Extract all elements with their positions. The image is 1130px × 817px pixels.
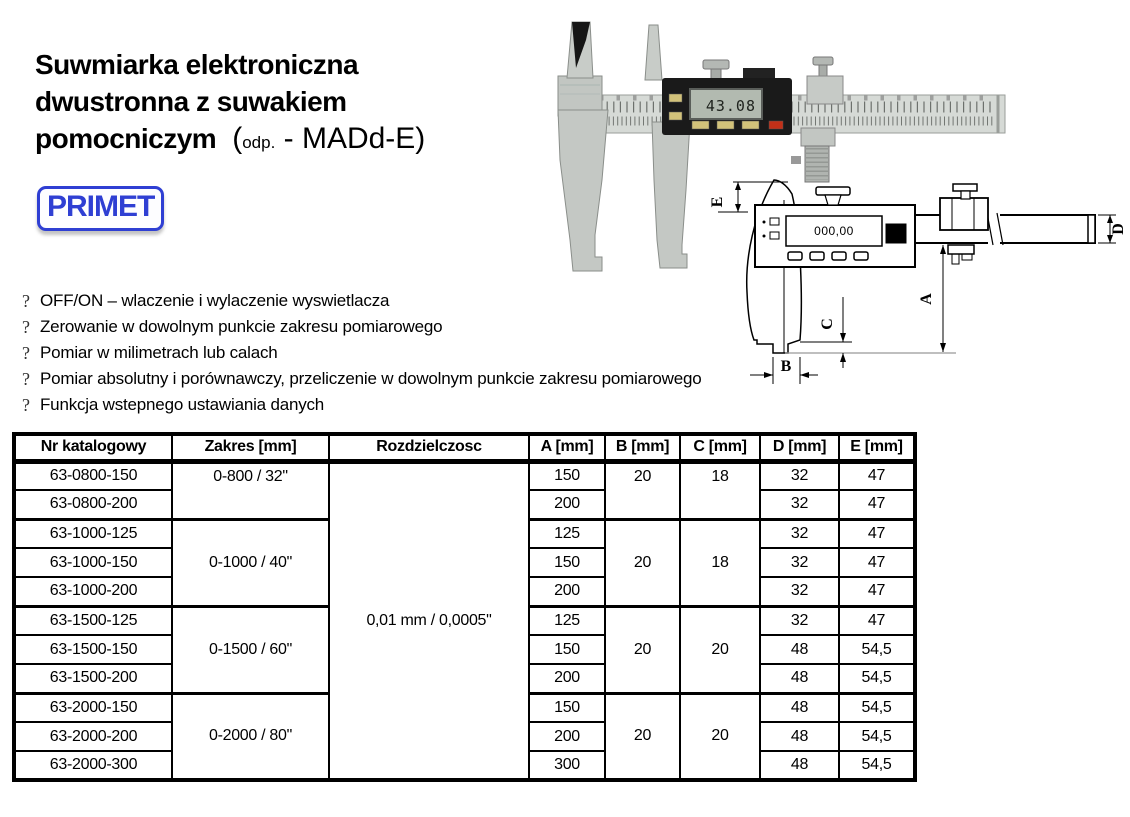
feature-text: OFF/ON – wlaczenie i wylaczenie wyswietlacza bbox=[40, 291, 390, 310]
button bbox=[669, 94, 682, 102]
dim-label-b: B bbox=[780, 358, 792, 375]
cell-a: 150 bbox=[529, 693, 605, 722]
cell-nr: 63-2000-150 bbox=[14, 693, 172, 722]
cell-a: 125 bbox=[529, 606, 605, 635]
cell-d: 32 bbox=[760, 461, 839, 490]
cell-resolution: 0,01 mm / 0,0005" bbox=[329, 461, 529, 780]
cell-d: 32 bbox=[760, 519, 839, 548]
cell-e: 54,5 bbox=[839, 751, 915, 780]
col-header-nr: Nr katalogowy bbox=[14, 434, 172, 461]
cell-d: 32 bbox=[760, 606, 839, 635]
cell-zakres: 0-2000 / 80" bbox=[172, 693, 329, 780]
feature-text: Zerowanie w dowolnym punkcie zakresu pomiarowego bbox=[40, 317, 443, 336]
cell-a: 150 bbox=[529, 635, 605, 664]
question-bullet-icon: ? bbox=[22, 394, 30, 415]
cell-e: 54,5 bbox=[839, 693, 915, 722]
cell-nr: 63-0800-150 bbox=[14, 461, 172, 490]
cell-nr: 63-2000-300 bbox=[14, 751, 172, 780]
feature-item bbox=[12, 392, 702, 418]
cell-b: 20 bbox=[605, 606, 680, 693]
question-bullet-icon: ? bbox=[22, 290, 30, 311]
feature-text: Funkcja wstepnego ustawiania danych bbox=[40, 395, 325, 414]
cell-e: 47 bbox=[839, 490, 915, 519]
cell-zakres: 0-1000 / 40" bbox=[172, 519, 329, 606]
button bbox=[717, 121, 734, 129]
dim-C bbox=[800, 297, 852, 368]
cell-d: 48 bbox=[760, 693, 839, 722]
digital-display-unit bbox=[662, 60, 792, 135]
cell-e: 54,5 bbox=[839, 635, 915, 664]
col-header-c: C [mm] bbox=[680, 434, 760, 461]
col-header-e: E [mm] bbox=[839, 434, 915, 461]
dim-label-e: E bbox=[709, 196, 726, 208]
cell-a: 200 bbox=[529, 490, 605, 519]
cell-e: 54,5 bbox=[839, 722, 915, 751]
feature-list bbox=[12, 288, 702, 418]
feature-text: Pomiar absolutny i porównawczy, przeliczenie w dowolnym punkcie zakresu pomiarowego bbox=[40, 369, 702, 388]
button-red bbox=[769, 121, 783, 129]
button bbox=[742, 121, 759, 129]
cell-nr: 63-1500-150 bbox=[14, 635, 172, 664]
spec-table bbox=[12, 432, 917, 782]
cell-a: 200 bbox=[529, 577, 605, 606]
cell-d: 48 bbox=[760, 664, 839, 693]
dim-label-c: C bbox=[819, 318, 836, 330]
drawing-lcd-readout: 000,00 bbox=[814, 224, 854, 238]
button bbox=[692, 121, 709, 129]
question-bullet-icon: ? bbox=[22, 316, 30, 337]
model-code: (odp. - MADd-E) bbox=[232, 122, 426, 155]
feature-text: Pomiar w milimetrach lub calach bbox=[40, 343, 278, 362]
cell-c: 20 bbox=[680, 693, 760, 780]
cell-b: 20 bbox=[605, 693, 680, 780]
cell-d: 32 bbox=[760, 577, 839, 606]
cell-e: 47 bbox=[839, 519, 915, 548]
cell-a: 200 bbox=[529, 664, 605, 693]
title-line-1: Suwmiarka elektroniczna bbox=[35, 49, 359, 80]
cell-nr: 63-1000-150 bbox=[14, 548, 172, 577]
dim-A bbox=[940, 245, 946, 352]
cell-nr: 63-2000-200 bbox=[14, 722, 172, 751]
cell-nr: 63-1000-200 bbox=[14, 577, 172, 606]
cell-a: 300 bbox=[529, 751, 605, 780]
cell-b: 20 bbox=[605, 519, 680, 606]
cell-d: 48 bbox=[760, 722, 839, 751]
cell-e: 47 bbox=[839, 548, 915, 577]
cell-c: 18 bbox=[680, 519, 760, 606]
cell-c: 20 bbox=[680, 606, 760, 693]
cell-e: 47 bbox=[839, 606, 915, 635]
cell-d: 48 bbox=[760, 751, 839, 780]
cell-e: 47 bbox=[839, 577, 915, 606]
cell-nr: 63-1000-125 bbox=[14, 519, 172, 548]
lcd-readout: 43.08 bbox=[705, 97, 756, 115]
question-bullet-icon: ? bbox=[22, 368, 30, 389]
cell-nr: 63-1500-125 bbox=[14, 606, 172, 635]
table-header-row bbox=[14, 434, 915, 461]
cell-d: 32 bbox=[760, 548, 839, 577]
feature-item bbox=[12, 314, 702, 340]
col-header-d: D [mm] bbox=[760, 434, 839, 461]
feature-item bbox=[12, 366, 702, 392]
cell-a: 125 bbox=[529, 519, 605, 548]
cell-d: 48 bbox=[760, 635, 839, 664]
dim-label-a: A bbox=[918, 293, 935, 305]
cell-c: 18 bbox=[680, 461, 760, 519]
cell-e: 54,5 bbox=[839, 664, 915, 693]
col-header-b: B [mm] bbox=[605, 434, 680, 461]
cell-b: 20 bbox=[605, 461, 680, 519]
button bbox=[669, 112, 682, 120]
cell-d: 32 bbox=[760, 490, 839, 519]
cell-zakres: 0-800 / 32" bbox=[172, 461, 329, 519]
page-title bbox=[35, 46, 425, 161]
title-line-3: pomocniczym (odp. - MADd-E) bbox=[35, 122, 426, 155]
primet-logo: PRIMET bbox=[37, 186, 164, 231]
cell-nr: 63-0800-200 bbox=[14, 490, 172, 519]
dim-label-d: D bbox=[1110, 223, 1127, 235]
cell-zakres: 0-1500 / 60" bbox=[172, 606, 329, 693]
cell-a: 200 bbox=[529, 722, 605, 751]
thumb-screw bbox=[703, 60, 729, 69]
col-header-rozdzielczosc: Rozdzielczosc bbox=[329, 434, 529, 461]
table-row bbox=[14, 461, 915, 490]
col-header-a: A [mm] bbox=[529, 434, 605, 461]
col-header-zakres: Zakres [mm] bbox=[172, 434, 329, 461]
cell-e: 47 bbox=[839, 461, 915, 490]
title-line-2: dwustronna z suwakiem bbox=[35, 86, 347, 117]
feature-item bbox=[12, 340, 702, 366]
cell-a: 150 bbox=[529, 461, 605, 490]
cell-a: 150 bbox=[529, 548, 605, 577]
caliper-dimension-drawing bbox=[700, 172, 1130, 402]
question-bullet-icon: ? bbox=[22, 342, 30, 363]
cell-nr: 63-1500-200 bbox=[14, 664, 172, 693]
